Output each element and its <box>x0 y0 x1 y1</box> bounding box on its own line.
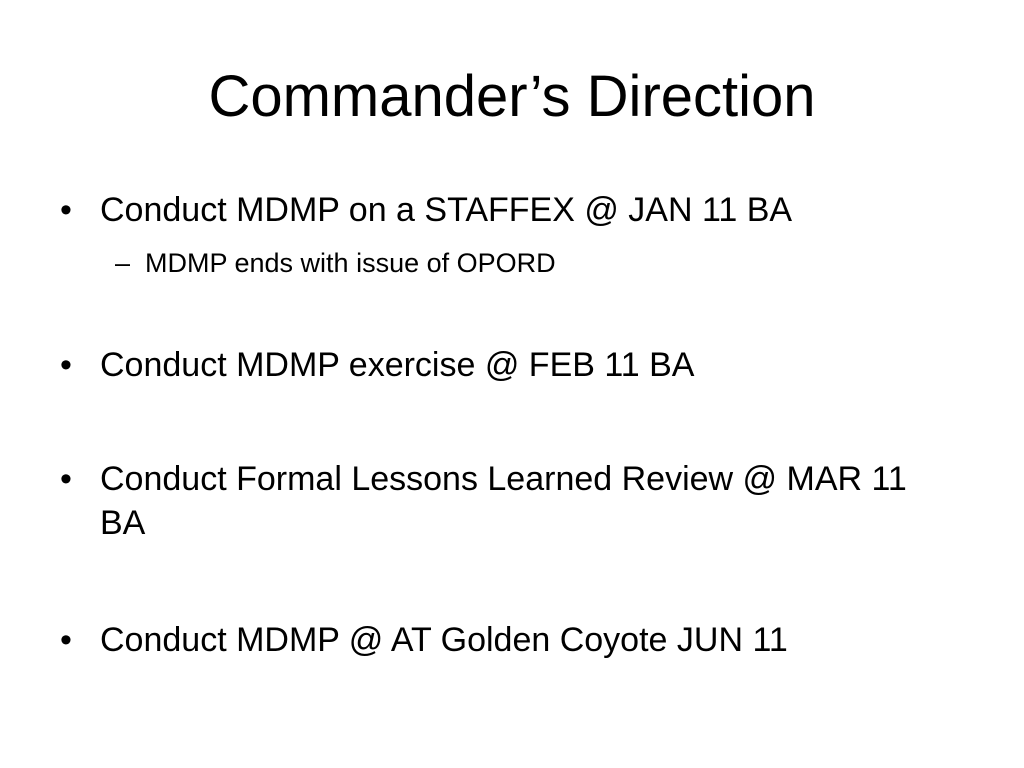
bullet-text: Conduct MDMP on a STAFFEX @ JAN 11 BA <box>100 191 793 229</box>
bullet-text: Conduct MDMP exercise @ FEB 11 BA <box>100 346 695 384</box>
bullet-dot-icon: • <box>60 621 72 659</box>
sub-bullet-text: MDMP ends with issue of OPORD <box>145 248 556 278</box>
bullet-text: Conduct Formal Lessons Learned Review @ MAR 11 BA <box>100 460 907 542</box>
bullet-text: Conduct MDMP @ AT Golden Coyote JUN 11 <box>100 621 788 659</box>
bullet-dot-icon: • <box>60 460 72 498</box>
slide-title: Commander’s Direction <box>208 64 816 129</box>
sub-bullet-dash-icon: – <box>115 248 131 278</box>
bullet-dot-icon: • <box>60 191 72 229</box>
bullet-dot-icon: • <box>60 346 72 384</box>
